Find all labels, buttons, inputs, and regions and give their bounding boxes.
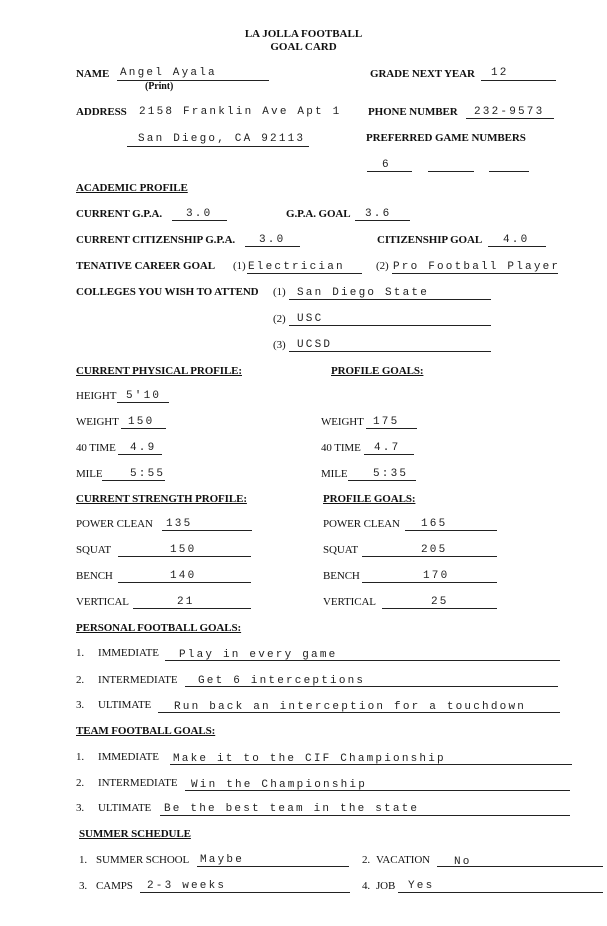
- name-label: NAME: [76, 68, 110, 80]
- team-goal-3-label: ULTIMATE: [98, 802, 152, 814]
- goal-power-clean-value: 165: [421, 518, 448, 530]
- address-line2: San Diego, CA 92113: [138, 133, 306, 145]
- address-label: ADDRESS: [76, 106, 127, 118]
- goal-mile-label: MILE: [321, 468, 348, 480]
- career-1-value: Electrician: [248, 261, 345, 273]
- name-line: [117, 80, 269, 81]
- bench-label: BENCH: [76, 570, 113, 582]
- vacation-value: No: [454, 856, 472, 868]
- goal-bench-line: [362, 582, 497, 583]
- game-number-3-line: [489, 171, 529, 172]
- print-label: (Print): [145, 81, 174, 92]
- team-goal-2-value: Win the Championship: [191, 779, 368, 791]
- citizenship-value: 3.0: [259, 234, 286, 246]
- goal-mile-line: [348, 480, 416, 481]
- team-goal-3-num: 3.: [76, 802, 85, 814]
- college-3-num: (3): [273, 339, 286, 351]
- goal-bench-label: BENCH: [323, 570, 360, 582]
- height-label: HEIGHT: [76, 390, 117, 402]
- college-2-line: [289, 325, 491, 326]
- phone-label: PHONE NUMBER: [368, 106, 458, 118]
- college-1-value: San Diego State: [297, 287, 430, 299]
- power-clean-value: 135: [166, 518, 193, 530]
- vertical-label: VERTICAL: [76, 596, 129, 608]
- bench-value: 140: [170, 570, 197, 582]
- goal-squat-label: SQUAT: [323, 544, 358, 556]
- mile-value: 5:55: [130, 468, 166, 480]
- career-2-num: (2): [376, 260, 389, 272]
- summer-school-value: Maybe: [200, 854, 245, 866]
- college-3-value: UCSD: [297, 339, 333, 351]
- name-value: Angel Ayala: [120, 67, 217, 79]
- gpa-goal-label: G.P.A. GOAL: [286, 208, 351, 220]
- personal-goal-3-value: Run back an interception for a touchdown: [174, 701, 527, 713]
- college-3-line: [289, 351, 491, 352]
- physical-heading: CURRENT PHYSICAL PROFILE:: [76, 365, 242, 377]
- gpa-label: CURRENT G.P.A.: [76, 208, 163, 220]
- college-2-value: USC: [297, 313, 324, 325]
- camps-value: 2-3 weeks: [147, 880, 227, 892]
- physical-goals-heading: PROFILE GOALS:: [331, 365, 424, 377]
- gpa-goal-line: [355, 220, 410, 221]
- academic-heading: ACADEMIC PROFILE: [76, 182, 188, 194]
- citizenship-line: [245, 246, 300, 247]
- squat-label: SQUAT: [76, 544, 111, 556]
- squat-value: 150: [170, 544, 197, 556]
- goal-power-clean-label: POWER CLEAN: [323, 518, 400, 530]
- college-1-line: [289, 299, 491, 300]
- forty-line: [118, 454, 162, 455]
- squat-line: [118, 556, 251, 557]
- vertical-line: [133, 608, 251, 609]
- game-numbers-label: PREFERRED GAME NUMBERS: [366, 132, 526, 144]
- goal-squat-line: [362, 556, 497, 557]
- citizenship-goal-line: [488, 246, 546, 247]
- power-clean-line: [162, 530, 252, 531]
- camps-num: 3.: [79, 880, 88, 892]
- vacation-num: 2.: [362, 854, 371, 866]
- goal-weight-label: WEIGHT: [321, 416, 364, 428]
- college-1-num: (1): [273, 286, 286, 298]
- gpa-goal-value: 3.6: [365, 208, 392, 220]
- career-2-line: [392, 273, 558, 274]
- vacation-label: VACATION: [376, 854, 431, 866]
- address-line2-line: [127, 146, 309, 147]
- weight-line: [121, 428, 166, 429]
- goal-forty-line: [364, 454, 414, 455]
- personal-goal-1-value: Play in every game: [179, 649, 338, 661]
- goal-forty-value: 4.7: [374, 442, 401, 454]
- colleges-label: COLLEGES YOU WISH TO ATTEND: [76, 286, 259, 298]
- game-number-1-line: [367, 171, 412, 172]
- summer-school-label: SUMMER SCHOOL: [96, 854, 190, 866]
- height-value: 5'10: [126, 390, 162, 402]
- goal-bench-value: 170: [423, 570, 450, 582]
- goal-forty-label: 40 TIME: [321, 442, 361, 454]
- personal-goal-2-num: 2.: [76, 674, 85, 686]
- vertical-value: 21: [177, 596, 195, 608]
- team-goal-1-value: Make it to the CIF Championship: [173, 753, 446, 765]
- camps-label: CAMPS: [96, 880, 133, 892]
- power-clean-label: POWER CLEAN: [76, 518, 153, 530]
- career-1-num: (1): [233, 260, 246, 272]
- strength-heading: CURRENT STRENGTH PROFILE:: [76, 493, 247, 505]
- personal-goal-2-label: INTERMEDIATE: [98, 674, 178, 686]
- phone-line: [466, 118, 554, 119]
- grade-line: [481, 80, 556, 81]
- citizenship-goal-value: 4.0: [503, 234, 530, 246]
- mile-label: MILE: [76, 468, 103, 480]
- team-goal-3-line: [160, 815, 570, 816]
- grade-label: GRADE NEXT YEAR: [370, 68, 475, 80]
- forty-value: 4.9: [130, 442, 157, 454]
- forty-label: 40 TIME: [76, 442, 116, 454]
- goal-weight-line: [366, 428, 417, 429]
- mile-line: [102, 480, 165, 481]
- bench-line: [118, 582, 251, 583]
- career-2-value: Pro Football Player: [393, 261, 561, 273]
- grade-value: 12: [491, 67, 509, 79]
- gpa-line: [172, 220, 227, 221]
- team-goal-1-num: 1.: [76, 751, 85, 763]
- goal-vertical-value: 25: [431, 596, 449, 608]
- career-1-line: [247, 273, 362, 274]
- personal-goals-heading: PERSONAL FOOTBALL GOALS:: [76, 622, 242, 634]
- weight-label: WEIGHT: [76, 416, 119, 428]
- personal-goal-2-value: Get 6 interceptions: [198, 675, 366, 687]
- goal-vertical-label: VERTICAL: [323, 596, 376, 608]
- phone-value: 232-9573: [474, 106, 545, 118]
- goal-mile-value: 5:35: [373, 468, 409, 480]
- camps-line: [140, 892, 350, 893]
- weight-value: 150: [128, 416, 155, 428]
- personal-goal-1-num: 1.: [76, 647, 85, 659]
- form-title: LA JOLLA FOOTBALL: [244, 28, 363, 40]
- game-number-2-line: [428, 171, 474, 172]
- job-value: Yes: [408, 880, 435, 892]
- address-line1: 2158 Franklin Ave Apt 1: [139, 106, 342, 118]
- team-goal-3-value: Be the best team in the state: [164, 803, 420, 815]
- summer-school-line: [197, 866, 349, 867]
- personal-goal-3-num: 3.: [76, 699, 85, 711]
- citizenship-goal-label: CITIZENSHIP GOAL: [377, 234, 483, 246]
- gpa-value: 3.0: [186, 208, 213, 220]
- job-num: 4.: [362, 880, 371, 892]
- goal-power-clean-line: [405, 530, 497, 531]
- goal-squat-value: 205: [421, 544, 448, 556]
- team-goal-2-num: 2.: [76, 777, 85, 789]
- personal-goal-1-label: IMMEDIATE: [98, 647, 159, 659]
- game-number-1: 6: [382, 159, 391, 171]
- citizenship-label: CURRENT CITIZENSHIP G.P.A.: [76, 234, 236, 246]
- strength-goals-heading: PROFILE GOALS:: [323, 493, 416, 505]
- college-2-num: (2): [273, 313, 286, 325]
- job-line: [398, 892, 603, 893]
- goal-weight-value: 175: [373, 416, 400, 428]
- height-line: [117, 402, 169, 403]
- summer-school-num: 1.: [79, 854, 88, 866]
- summer-heading: SUMMER SCHEDULE: [79, 828, 191, 840]
- team-goal-1-label: IMMEDIATE: [98, 751, 159, 763]
- career-label: TENATIVE CAREER GOAL: [76, 260, 215, 272]
- personal-goal-3-label: ULTIMATE: [98, 699, 152, 711]
- job-label: JOB: [376, 880, 396, 892]
- form-subtitle: GOAL CARD: [270, 41, 337, 53]
- team-goal-2-label: INTERMEDIATE: [98, 777, 178, 789]
- team-goals-heading: TEAM FOOTBALL GOALS:: [76, 725, 216, 737]
- goal-vertical-line: [382, 608, 497, 609]
